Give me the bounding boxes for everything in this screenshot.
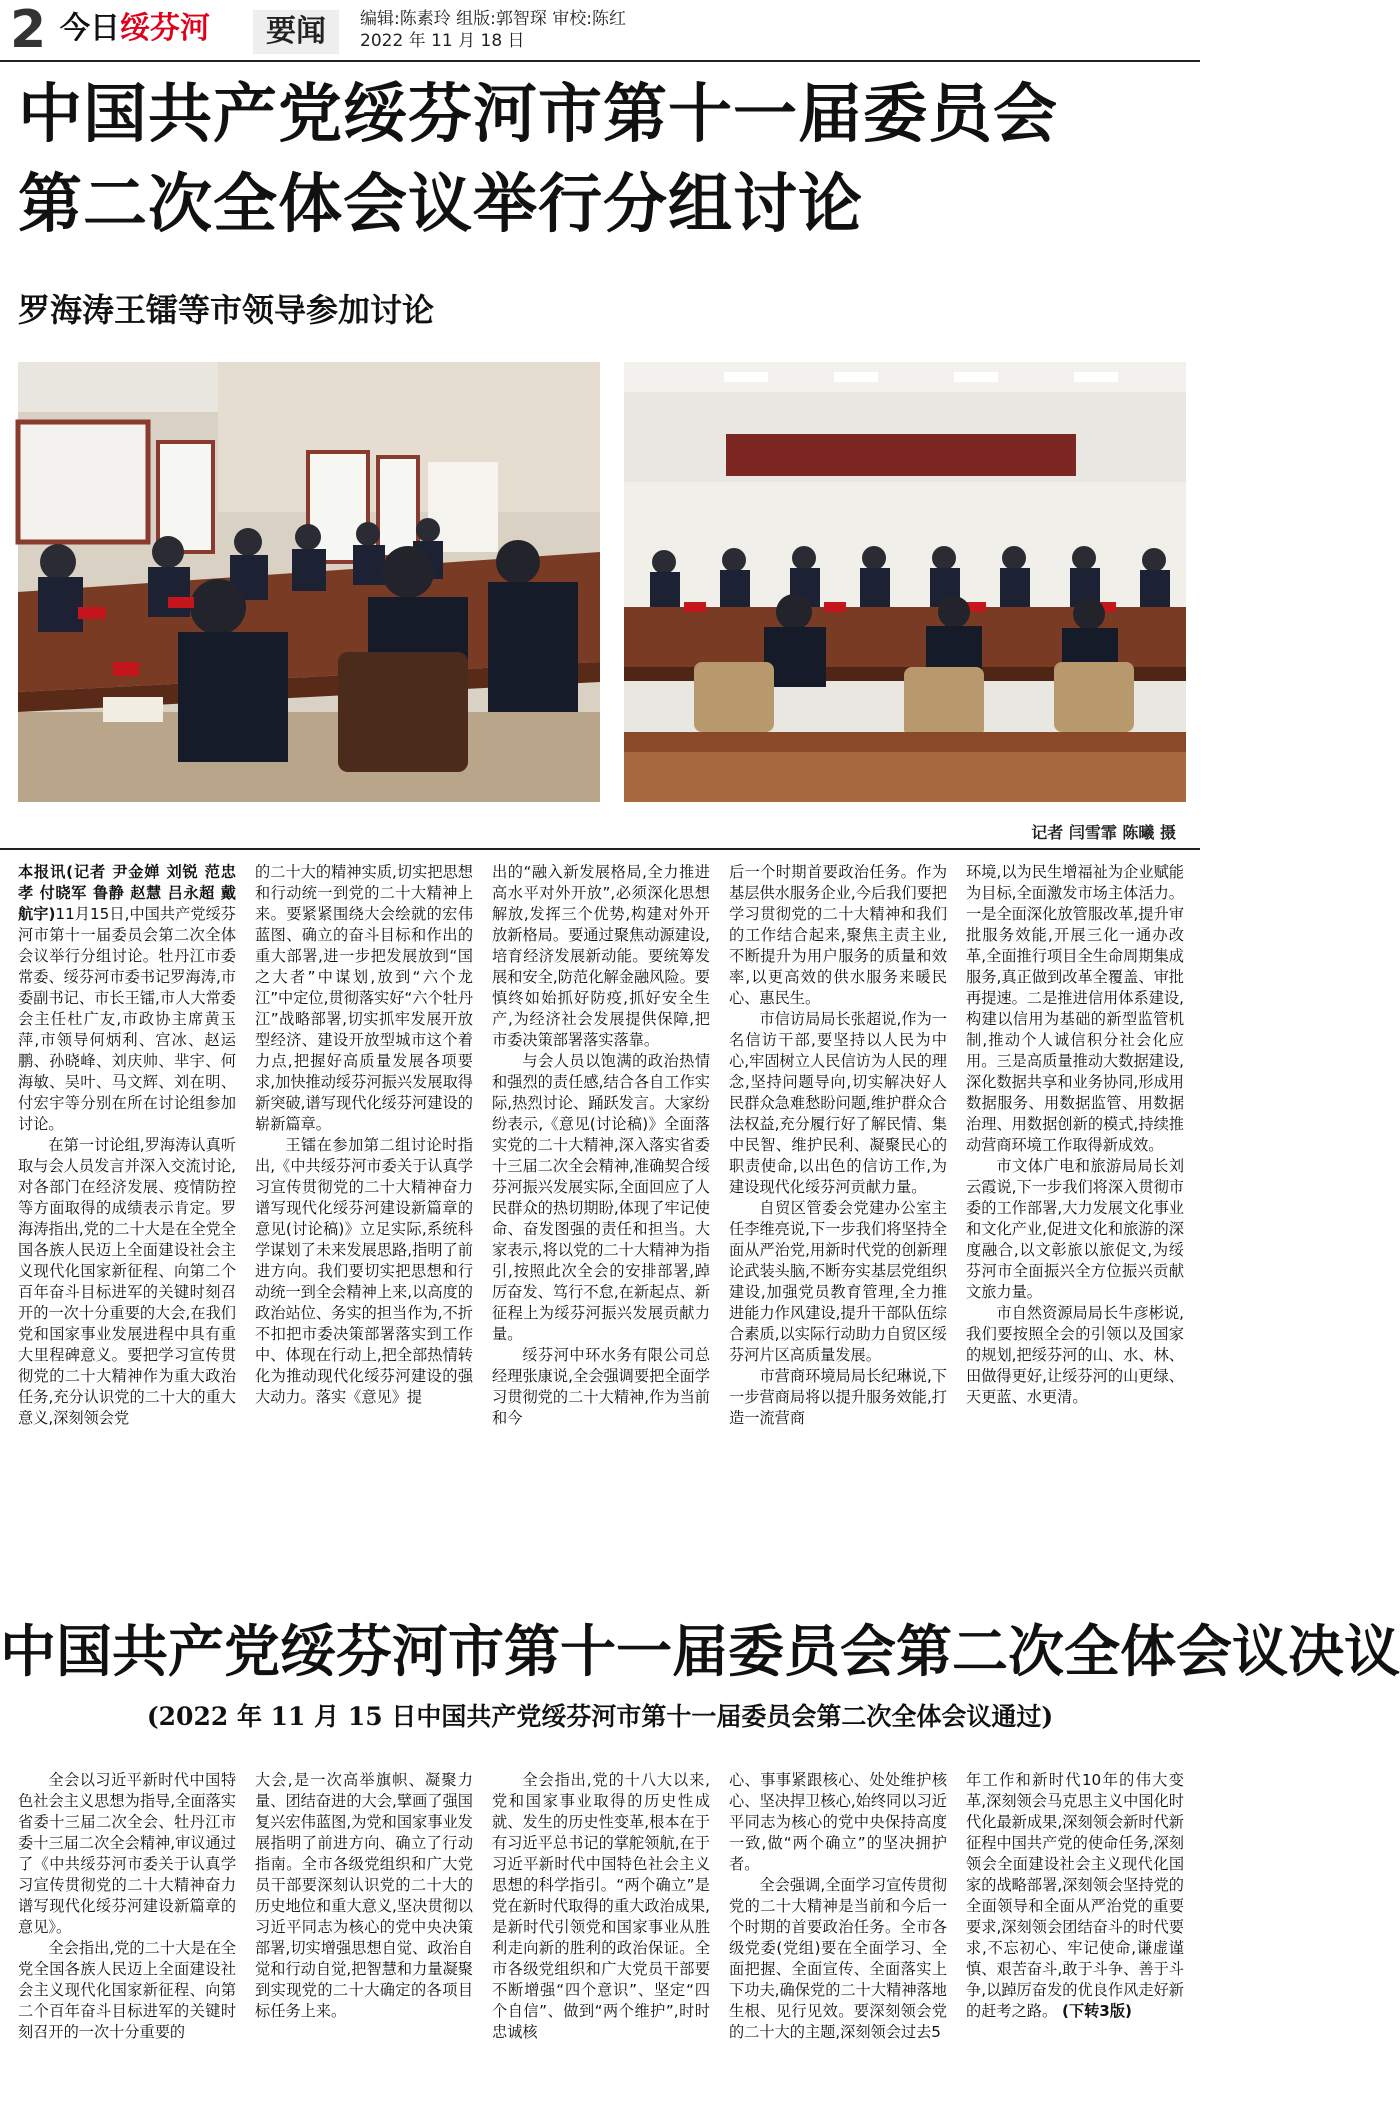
page-number: 2 xyxy=(10,0,47,60)
article-paragraph: 大会,是一次高举旗帜、凝聚力量、团结奋进的大会,擘画了强国复兴宏伟蓝图,为党和国家事业发展指明了前进方向、确立了行动指南。全市各级党组织和广大党员干部要深刻认识党的二十大的历史地位和重大意义,坚决贯彻以习近平同志为核心的党中央决策部署,切实增强思想自觉、政治自觉和行动自觉,把智慧和力量凝聚到实现党的二十大确定的各项目标任务上来。 xyxy=(255,1771,473,2020)
brand-prefix: 今日 xyxy=(60,11,120,46)
article-paragraph: 市自然资源局局长牛彦彬说,我们要按照全会的引领以及国家的规划,把绥芬河的山、水、林、田做得更好,让绥芬河的山更绿、天更蓝、水更清。 xyxy=(966,1304,1184,1406)
credits-line: 编辑:陈素玲 组版:郭智琛 审校:陈红 xyxy=(360,9,626,29)
story1-headline-line1: 中国共产党绥芬河市第十一届委员会 xyxy=(18,78,1058,152)
masthead-divider xyxy=(0,60,1200,62)
story1-subheadline: 罗海涛王镭等市领导参加讨论 xyxy=(18,291,435,329)
story2-column xyxy=(18,1770,236,2100)
article-paragraph: 全会以习近平新时代中国特色社会主义思想为指导,全面落实省委十三届二次全会、牡丹江市委十三届二次全会精神,审议通过了《中共绥芬河市委关于认真学习宣传贯彻党的二十大精神奋力谱写现代化绥芬河建设新篇章的意见》。 xyxy=(18,1771,236,1936)
newspaper-brand xyxy=(60,12,210,46)
story2-subheadline: (2022 年 11 月 15 日中国共产党绥芬河市第十一届委员会第二次全体会议通过) xyxy=(146,1702,1054,1731)
brand-name: 绥芬河 xyxy=(120,11,210,46)
article-paragraph: 环境,以为民生增福祉为企业赋能为目标,全面激发市场主体活力。一是全面深化放管服改革,提升审批服务效能,开展三化一通办改革,全面推行项目全生命周期集成服务,真正做到改革全覆盖、审批再提速。二是推进信用体系建设,构建以信用为基础的新型监管机制,推动个人诚信积分社会化应用。三是高质量推动大数据建设,深化数据共享和业务协同,形成用数据服务、用数据监管、用数据治理、用数据创新的模式,持续推动营商环境工作取得新成效。 xyxy=(966,863,1184,1154)
article-paragraph: 在第一讨论组,罗海涛认真听取与会人员发言并深入交流讨论,对各部门在经济发展、疫情防控等方面取得的成绩表示肯定。罗海涛指出,党的二十大是在全党全国各族人民迈上全面建设社会主义现代化国家新征程、向第二个百年奋斗目标进军的关键时刻召开的一次十分重要的大会,在我们党和国家事业发展进程中具有重大里程碑意义。要把学习宣传贯彻党的二十大精神作为重大政治任务,充分认识党的二十大的重大意义,深刻领会党 xyxy=(18,1136,236,1427)
paragraph-text: 年工作和新时代10年的伟大变革,深刻领会马克思主义中国化时代化最新成果,深刻领会新时代新征程中国共产党的使命任务,深刻领会全面建设社会主义现代化国家的战略部署,深刻领会坚持党的全面领导和全面从严治党的重要要求,深刻领会团结奋斗的时代要求,不忘初心、牢记使命,谦虚谨慎、艰苦奋斗,敢于斗争、善于斗争,以踔厉奋发的优良作风走好新的赶考之路。 xyxy=(966,1771,1184,2020)
section-label: 要闻 xyxy=(253,10,339,54)
story1-headline xyxy=(18,70,1198,250)
story1-column xyxy=(255,862,473,1580)
issue-date: 2022 年 11 月 18 日 xyxy=(360,31,525,51)
story2-column xyxy=(729,1770,947,2100)
article-paragraph: 全会指出,党的十八大以来,党和国家事业取得的历史性成就、发生的历史性变革,根本在于有习近平总书记的掌舵领航,在于习近平新时代中国特色社会主义思想的科学指引。“两个确立”是党在新时代取得的重大政治成果,是新时代引领党和国家事业从胜利走向新的胜利的政治保证。全市各级党组织和广大党员干部要不断增强“四个意识”、坚定“四个自信”、做到“两个维护”,时时忠诚核 xyxy=(492,1771,710,2041)
story1-headline-line2: 第二次全体会议举行分组讨论 xyxy=(18,168,863,242)
article-paragraph xyxy=(18,862,236,1135)
article-paragraph: 市营商环境局局长纪琳说,下一步营商局将以提升服务效能,打造一流营商 xyxy=(729,1367,947,1427)
article-byline: 本报讯(记者 尹金婵 刘锐 范忠孝 付晓军 鲁静 赵慧 吕永超 戴航宇) xyxy=(18,863,236,923)
story1-body xyxy=(18,862,1184,1580)
story2-column xyxy=(255,1770,473,2100)
story2-body xyxy=(18,1770,1184,2100)
article-paragraph: 全会强调,全面学习宣传贯彻党的二十大精神是当前和今后一个时期的首要政治任务。全市各级党委(党组)要在全面学习、全面把握、全面宣传、全面落实上下功夫,确保党的二十大精神落地生根、见行见效。要深刻领会党的二十大的主题,深刻领会过去5 xyxy=(729,1876,947,2041)
article-paragraph: 与会人员以饱满的政治热情和强烈的责任感,结合各自工作实际,热烈讨论、踊跃发言。大家纷纷表示,《意见(讨论稿)》全面落实党的二十大精神,深入落实省委十三届二次全会精神,准确契合绥芬河振兴发展实际,全面回应了人民群众的热切期盼,体现了牢记使命、奋发图强的责任和担当。大家表示,将以党的二十大精神为指引,按照此次全会的安排部署,踔厉奋发、笃行不怠,在新起点、新征程上为绥芬河振兴发展贡献力量。 xyxy=(492,1052,710,1343)
article-paragraph: 绥芬河中环水务有限公司总经理张康说,全会强调要把全面学习贯彻党的二十大精神,作为当前和今 xyxy=(492,1346,710,1427)
continued-on-page-link[interactable]: (下转3版) xyxy=(1061,2002,1132,2020)
meeting-photo-right xyxy=(624,362,1186,802)
editorial-credits xyxy=(360,8,626,52)
article-paragraph: 心、事事紧跟核心、处处维护核心、坚决捍卫核心,始终同以习近平同志为核心的党中央保持高度一致,做“两个确立”的坚决拥护者。 xyxy=(729,1771,947,1873)
story2-column xyxy=(492,1770,710,2100)
article-paragraph: 后一个时期首要政治任务。作为基层供水服务企业,今后我们要把学习贯彻党的二十大精神和我们的工作结合起来,聚焦主责主业,不断提升为用户服务的质量和效率,以更高效的供水服务来暖民心、惠民生。 xyxy=(729,863,947,1007)
story1-column xyxy=(966,862,1184,1580)
story2-column xyxy=(966,1770,1184,2100)
photo-credit: 记者 闫雪霏 陈曦 摄 xyxy=(1031,823,1176,842)
article-paragraph: 自贸区管委会党建办公室主任李维亮说,下一步我们将坚持全面从严治党,用新时代党的创新理论武装头脑,不断夯实基层党组织建设,加强党员教育管理,全力推进能力作风建设,提升干部队伍综合素质,以实际行动助力自贸区绥芬河片区高质量发展。 xyxy=(729,1199,947,1364)
article-paragraph: 市信访局局长张超说,作为一名信访干部,要坚持以人民为中心,牢固树立人民信访为人民的理念,坚持问题导向,切实解决好人民群众急难愁盼问题,维护群众合法权益,充分履行好了解民情、集中民智、维护民利、凝聚民心的职责使命,以出色的信访工作,为建设现代化绥芬河贡献力量。 xyxy=(729,1010,947,1196)
article-paragraph xyxy=(966,1770,1184,2022)
article-paragraph: 王镭在参加第二组讨论时指出,《中共绥芬河市委关于认真学习宣传贯彻党的二十大精神奋力谱写现代化绥芬河建设新篇章的意见(讨论稿)》立足实际,系统科学谋划了未来发展思路,指明了前进方向。我们要切实把思想和行动统一到全会精神上来,以高度的政治站位、务实的担当作为,不折不扣把市委决策部署落实到工作中、体现在行动上,把全部热情转化为推动现代化绥芬河建设的强大动力。落实《意见》提 xyxy=(255,1136,473,1406)
article-paragraph: 的二十大的精神实质,切实把思想和行动统一到党的二十大精神上来。要紧紧围绕大会绘就的宏伟蓝图、确立的奋斗目标和作出的重大部署,进一步把发展放到“国之大者”中谋划,放到“六个龙江”中定位,贯彻落实好“六个牡丹江”战略部署,切实抓牢发展开放型经济、建设开放型城市这个着力点,把握好高质量发展各项要求,加快推动绥芬河振兴发展取得新突破,谱写现代化绥芬河建设的崭新篇章。 xyxy=(255,863,474,1133)
story1-column xyxy=(18,862,236,1580)
masthead xyxy=(0,0,1200,62)
story1-column xyxy=(492,862,710,1580)
story2-headline: 中国共产党绥芬河市第十一届委员会第二次全体会议决议 xyxy=(0,1620,1400,1685)
article-paragraph: 全会指出,党的二十大是在全党全国各族人民迈上全面建设社会主义现代化国家新征程、向第二个百年奋斗目标进军的关键时刻召开的一次十分重要的 xyxy=(18,1939,236,2041)
article-paragraph: 出的“融入新发展格局,全力推进高水平对外开放”,必须深化思想解放,发挥三个优势,构建对外开放新格局。要通过聚焦动源建设,培育经济发展新动能。要统筹发展和安全,防范化解金融风险。要慎终如始抓好防疫,抓好安全生产,为经济社会发展提供保障,把市委决策部署落实落靠。 xyxy=(492,863,710,1049)
article-paragraph: 市文体广电和旅游局局长刘云霞说,下一步我们将深入贯彻市委的工作部署,大力发展文化事业和文化产业,促进文化和旅游的深度融合,以文彰旅以旅促文,为绥芬河市全面振兴全方位振兴贡献文旅力量。 xyxy=(966,1157,1184,1301)
photo-divider xyxy=(0,848,1200,850)
meeting-photo-left xyxy=(18,362,600,802)
paragraph-text: 11月15日,中国共产党绥芬河市第十一届委员会第二次全体会议举行分组讨论。牡丹江市委常委、绥芬河市委书记罗海涛,市委副书记、市长王镭,市人大常委会主任杜广友,市政协主席黄玉萍,市领导何炳利、宫冰、赵运鹏、孙晓峰、刘庆帅、芈宇、何海敏、吴叶、马文辉、刘在明、付宏宇等分别在所在讨论组参加讨论。 xyxy=(18,905,236,1133)
story1-column xyxy=(729,862,947,1580)
